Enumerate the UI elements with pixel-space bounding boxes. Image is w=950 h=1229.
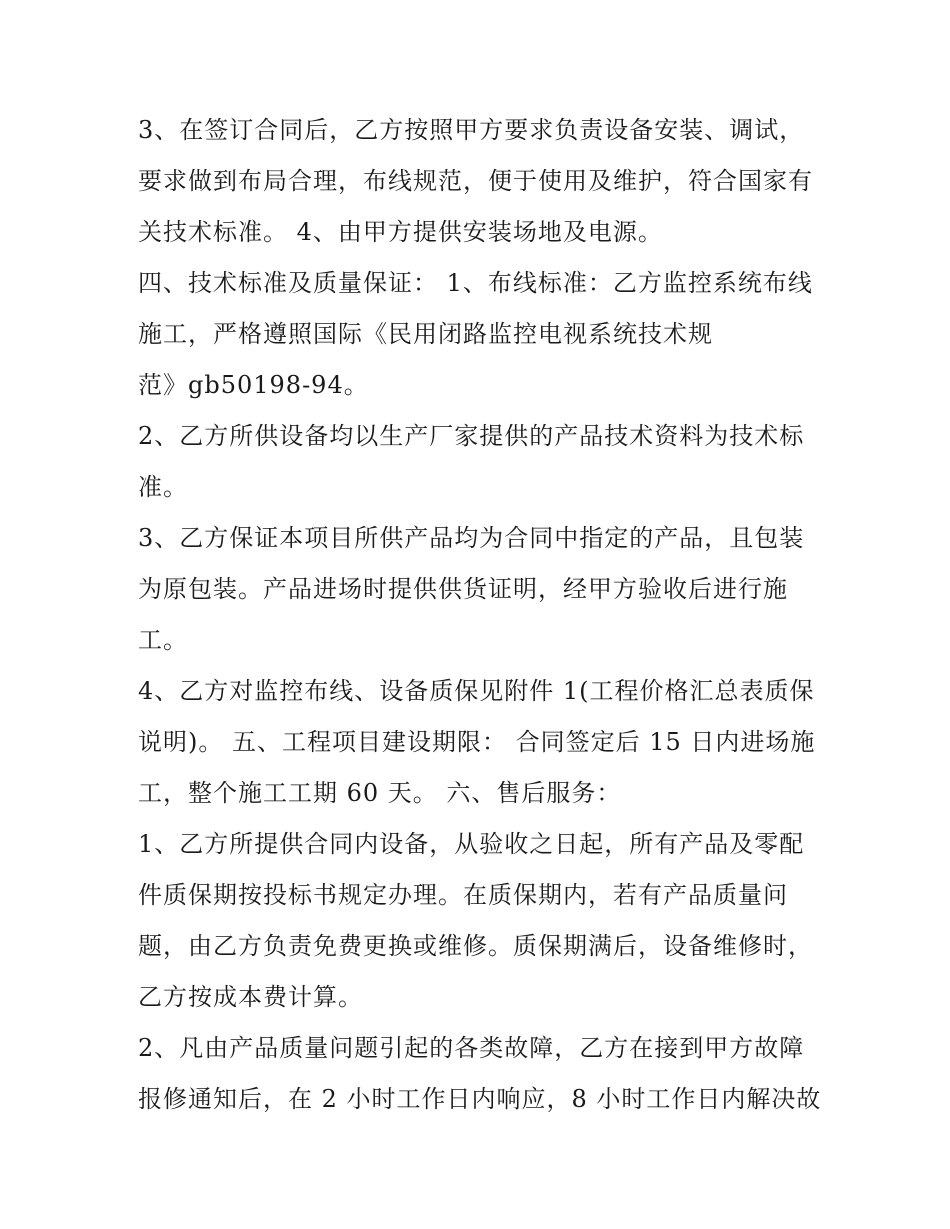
text-line-19: 2、凡由产品质量问题引起的各类故障，乙方在接到甲方故障	[138, 1034, 805, 1062]
text-line-8: 准。	[138, 473, 188, 501]
text-line-7: 2、乙方所供设备均以生产厂家提供的产品技术资料为技术标	[138, 422, 805, 450]
text-line-15: 1、乙方所提供合同内设备，从验收之日起，所有产品及零配	[138, 830, 805, 858]
text-line-1: 3、在签订合同后，乙方按照甲方要求负责设备安装、调试，	[138, 116, 805, 144]
text-line-18: 乙方按成本费计算。	[138, 983, 363, 1011]
text-line-6: 范》gb50198-94。	[138, 371, 369, 399]
text-line-12: 4、乙方对监控布线、设备质保见附件 1(工程价格汇总表质保	[138, 677, 815, 705]
text-line-14: 工，整个施工工期 60 天。 六、售后服务：	[138, 779, 622, 807]
text-line-9: 3、乙方保证本项目所供产品均为合同中指定的产品，且包装	[138, 524, 805, 552]
text-line-16: 件质保期按投标书规定办理。在质保期内，若有产品质量问	[138, 881, 788, 909]
text-line-3: 关技术标准。 4、由甲方提供安装场地及电源。	[138, 218, 663, 246]
text-line-2: 要求做到布局合理，布线规范，便于使用及维护，符合国家有	[138, 167, 813, 195]
text-line-5: 施工，严格遵照国际《民用闭路监控电视系统技术规	[138, 320, 713, 348]
text-line-20: 报修通知后，在 2 小时工作日内响应，8 小时工作日内解决故	[138, 1085, 822, 1113]
document-body	[138, 107, 838, 1127]
text-line-17: 题，由乙方负责免费更换或维修。质保期满后，设备维修时，	[138, 932, 813, 960]
text-line-11: 工。	[138, 626, 188, 654]
text-line-4: 四、技术标准及质量保证： 1、布线标准：乙方监控系统布线	[138, 269, 813, 297]
text-line-13: 说明)。 五、工程项目建设期限： 合同签定后 15 日内进场施	[138, 728, 816, 756]
text-line-10: 为原包装。产品进场时提供供货证明，经甲方验收后进行施	[138, 575, 788, 603]
